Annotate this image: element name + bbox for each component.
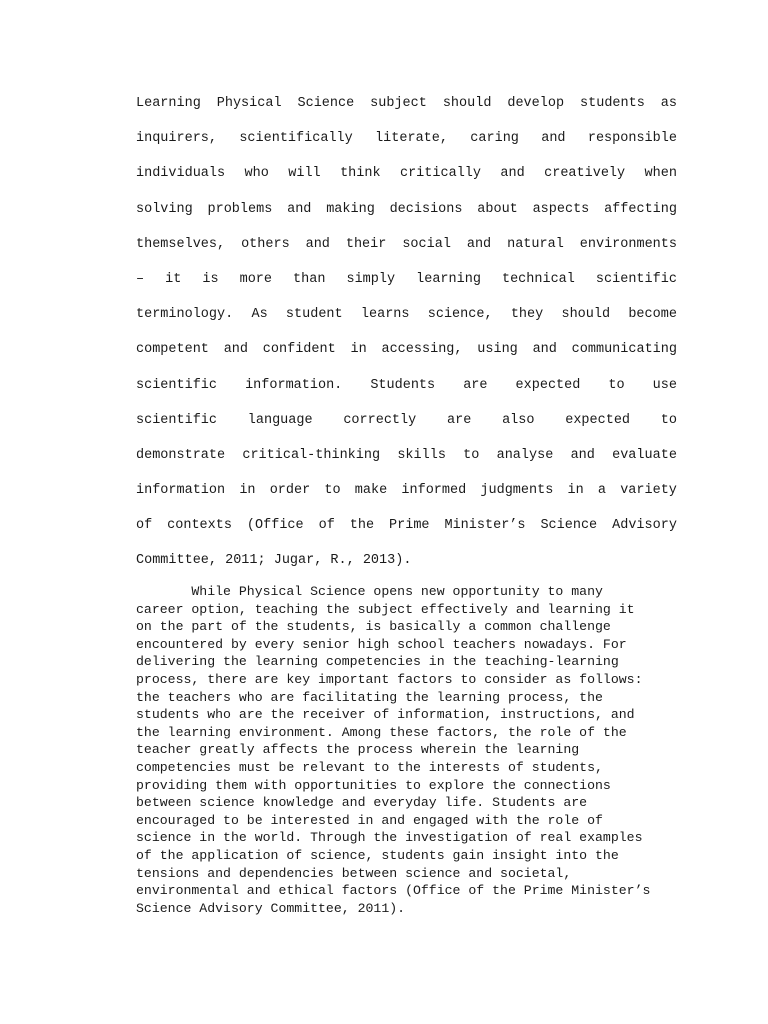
text-line: students who are the receiver of information, instructions, and [136,707,635,723]
text-line: process, there are key important factors to consider as follows: [136,671,643,687]
text-line: – it is more than simply learning technical scientific [136,271,677,287]
text-line: solving problems and making decisions about aspects affecting [136,201,677,217]
text-line: Committee, 2011; Jugar, R., 2013). [136,553,412,569]
text-line: of contexts (Office of the Prime Minister’s Science Advisory [136,518,677,534]
text-line: teacher greatly affects the process wherein the learning [136,742,580,758]
text-line: the teachers who are facilitating the learning process, the [136,689,603,705]
text-line: competent and confident in accessing, using and communicating [136,342,677,358]
text-line: between science knowledge and everyday life. Students are [136,795,588,811]
text-line: Learning Physical Science subject should develop students as [136,96,677,111]
text-line: on the part of the students, is basically a common challenge [136,619,611,635]
text-line: scientific language correctly are also expected to [136,412,677,428]
text-line: scientific information. Students are expected to use [136,377,677,393]
text-line: competencies must be relevant to the interests of students, [136,759,603,775]
text-line: information in order to make informed judgments in a variety [136,483,677,499]
paragraph-justified [136,86,677,579]
text-line: While Physical Science opens new opportunity to many [136,584,603,599]
text-line: encountered by every senior high school teachers nowadays. For [136,636,627,652]
text-line: themselves, others and their social and natural environments [136,236,677,252]
text-line: the learning environment. Among these factors, the role of the [136,724,627,740]
text-line: of the application of science, students gain insight into the [136,847,619,863]
text-line: encouraged to be interested in and engaged with the role of [136,812,603,828]
text-line: science in the world. Through the investigation of real examples [136,830,643,846]
text-line: Science Advisory Committee, 2011). [136,900,406,916]
text-line: terminology. As student learns science, they should become [136,307,677,323]
text-line: individuals who will think critically and creatively when [136,166,677,182]
text-line: demonstrate critical-thinking skills to analyse and evaluate [136,447,677,463]
text-line: delivering the learning competencies in the teaching-learning [136,654,619,670]
text-line: career option, teaching the subject effectively and learning it [136,601,635,617]
paragraph-single-spaced [136,583,681,917]
text-line: inquirers, scientifically literate, caring and responsible [136,131,677,147]
text-line: tensions and dependencies between science and societal, [136,865,572,881]
text-line: environmental and ethical factors (Office of the Prime Minister’s [136,883,651,899]
text-line: providing them with opportunities to explore the connections [136,777,611,793]
